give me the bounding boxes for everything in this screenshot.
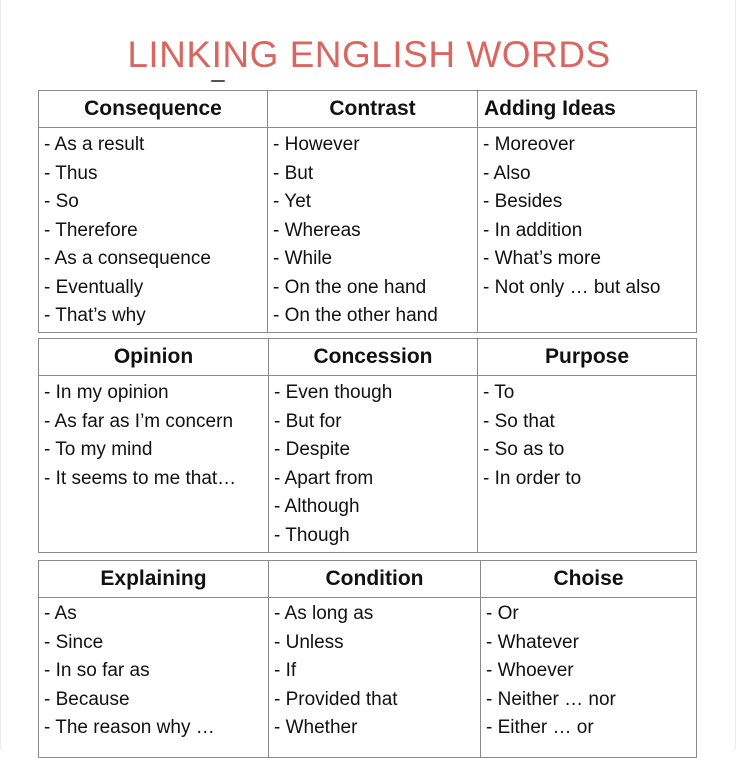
list-item: - Though — [274, 524, 350, 546]
item-list — [269, 376, 477, 550]
column-cell — [39, 598, 269, 758]
list-item: - Neither … nor — [486, 688, 616, 710]
list-item: - But — [273, 162, 314, 184]
list-item: - Also — [483, 162, 531, 184]
list-item: - Because — [44, 688, 130, 710]
list-item: - It seems to me that… — [44, 467, 237, 489]
column-heading: Contrast — [268, 91, 478, 128]
list-item: - But for — [274, 410, 342, 432]
list-item: - So — [44, 191, 79, 212]
list-item: - Therefore — [44, 219, 138, 241]
list-item: - If — [274, 660, 297, 681]
list-item: - Not only … but also — [483, 276, 661, 298]
list-item: - Provided that — [274, 688, 398, 710]
list-item: - That’s why — [44, 305, 146, 326]
item-list — [478, 128, 696, 302]
list-item: - Apart from — [274, 467, 374, 489]
column-cell — [39, 128, 268, 333]
list-item: - Thus — [44, 162, 98, 184]
page-title: LINKING ENGLISH WORDS — [127, 34, 611, 75]
list-item: - So that — [483, 410, 555, 432]
item-list — [478, 376, 696, 493]
column-heading: Adding Ideas — [478, 91, 697, 128]
column-heading: Purpose — [478, 339, 697, 376]
list-item: - In addition — [483, 219, 583, 241]
list-item: - In order to — [483, 467, 582, 489]
column-cell — [269, 376, 478, 553]
column-heading: Opinion — [39, 339, 269, 376]
list-item: - Eventually — [44, 276, 144, 298]
list-item: - Besides — [483, 191, 563, 212]
list-item: - As — [44, 603, 77, 624]
list-item: - Even though — [274, 382, 393, 403]
item-list — [39, 376, 268, 493]
column-heading: Condition — [269, 561, 481, 598]
column-heading: Explaining — [39, 561, 269, 598]
list-item: - While — [273, 248, 333, 269]
list-item: - Since — [44, 631, 104, 653]
list-item: - On the other hand — [273, 305, 438, 326]
list-item: - On the one hand — [273, 276, 427, 298]
list-item: - Or — [486, 603, 519, 624]
item-list — [481, 598, 696, 743]
list-item: - Moreover — [483, 134, 575, 155]
column-cell — [481, 598, 697, 758]
table-block-2 — [38, 338, 697, 553]
list-item: - To — [483, 382, 515, 403]
list-item: - Whatever — [486, 631, 579, 653]
table-block-1 — [38, 90, 697, 333]
item-list — [268, 128, 477, 331]
list-item: - In so far as — [44, 660, 150, 681]
item-list — [39, 128, 267, 331]
column-heading: Choise — [481, 561, 697, 598]
column-cell — [268, 128, 478, 333]
column-cell — [478, 376, 697, 553]
list-item: - Whether — [274, 717, 358, 738]
list-item: - Unless — [274, 631, 344, 653]
list-item: - Despite — [274, 439, 351, 460]
column-cell — [269, 598, 481, 758]
list-item: - As a consequence — [44, 248, 211, 269]
list-item: - As a result — [44, 134, 145, 155]
table-block-3 — [38, 560, 697, 758]
column-cell — [39, 376, 269, 553]
column-heading: Consequence — [39, 91, 268, 128]
list-item: - To my mind — [44, 439, 153, 460]
list-item: - However — [273, 134, 360, 155]
column-cell — [478, 128, 697, 333]
list-item: - As far as I’m concern — [44, 410, 234, 432]
column-heading: Concession — [269, 339, 478, 376]
list-item: - Although — [274, 496, 360, 517]
list-item: - Whoever — [486, 660, 574, 681]
list-item: - Either … or — [486, 717, 594, 738]
list-item: - Yet — [273, 191, 312, 212]
title-underline-mark — [211, 80, 225, 82]
item-list — [269, 598, 480, 743]
list-item: - So as to — [483, 439, 565, 460]
list-item: - The reason why … — [44, 717, 215, 738]
item-list — [39, 598, 268, 743]
list-item: - What’s more — [483, 248, 601, 269]
list-item: - In my opinion — [44, 382, 169, 403]
list-item: - As long as — [274, 603, 374, 624]
list-item: - Whereas — [273, 219, 361, 241]
